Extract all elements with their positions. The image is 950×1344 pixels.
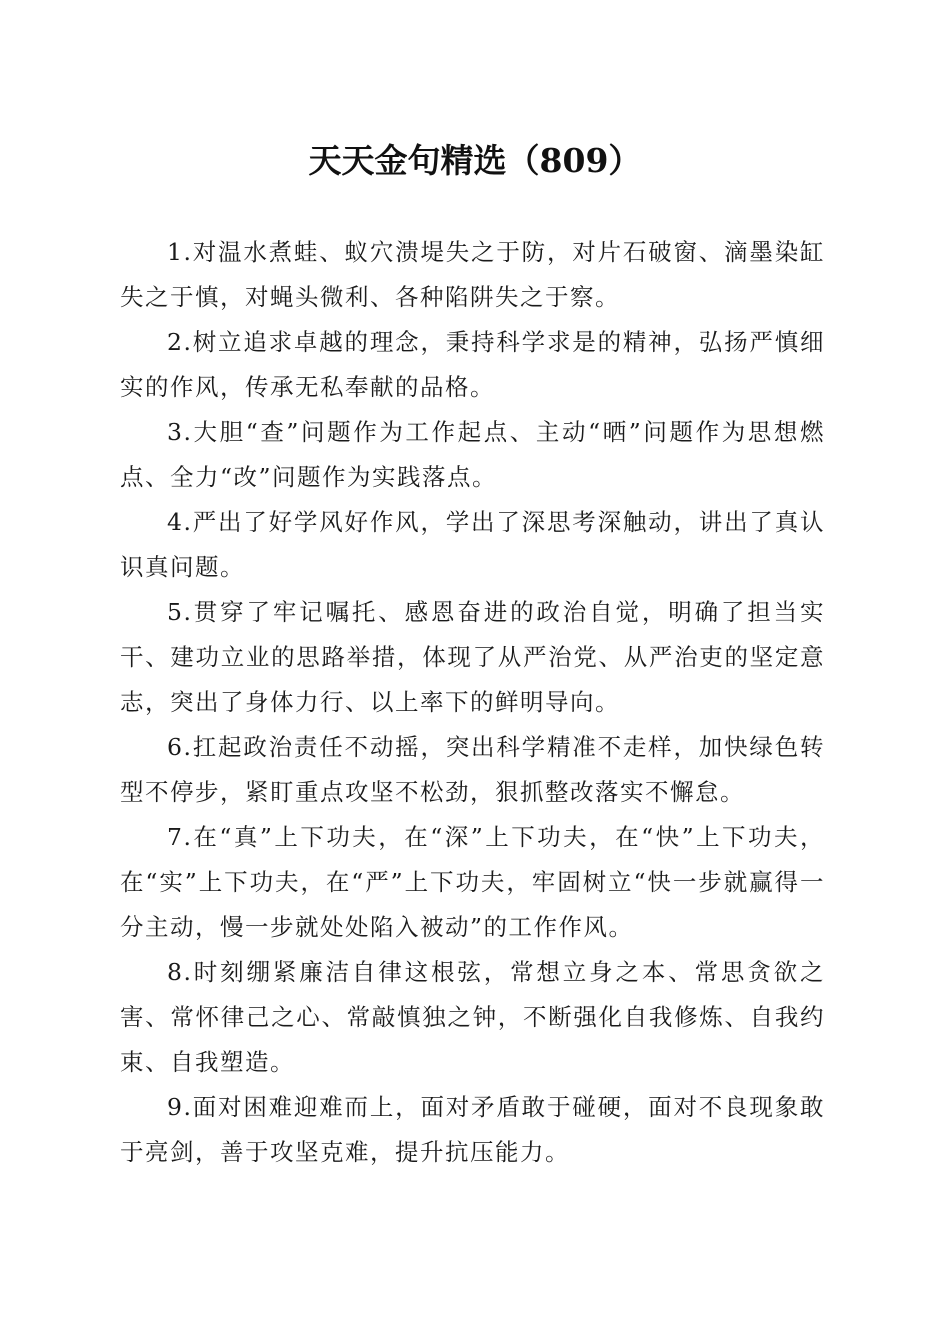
paragraph-2: 2.树立追求卓越的理念，秉持科学求是的精神，弘扬严慎细实的作风，传承无私奉献的品格。 [120, 328, 825, 401]
paragraph-3: 3.大胆“查”问题作为工作起点、主动“晒”问题作为思想燃点、全力“改”问题作为实践落点。 [120, 418, 825, 491]
paragraph-1: 1.对温水煮蛙、蚁穴溃堤失之于防，对片石破窗、滴墨染缸失之于慎，对蝇头微利、各种陷阱失之于察。 [120, 238, 825, 311]
paragraph-8: 8.时刻绷紧廉洁自律这根弦，常想立身之本、常思贪欲之害、常怀律己之心、常敲慎独之钟，不断强化自我修炼、自我约束、自我塑造。 [120, 958, 825, 1076]
paragraph-4: 4.严出了好学风好作风，学出了深思考深触动，讲出了真认识真问题。 [120, 508, 825, 581]
paragraph-5: 5.贯穿了牢记嘱托、感恩奋进的政治自觉，明确了担当实干、建功立业的思路举措，体现了从严治党、从严治吏的坚定意志，突出了身体力行、以上率下的鲜明导向。 [120, 598, 825, 716]
paragraph-6: 6.扛起政治责任不动摇，突出科学精准不走样，加快绿色转型不停步，紧盯重点攻坚不松劲，狠抓整改落实不懈怠。 [120, 733, 825, 806]
paragraph-7: 7.在“真”上下功夫，在“深”上下功夫，在“快”上下功夫，在“实”上下功夫，在“严”上下功夫，牢固树立“快一步就赢得一分主动，慢一步就处处陷入被动”的工作作风。 [120, 823, 825, 941]
paragraph-9: 9.面对困难迎难而上，面对矛盾敢于碰硬，面对不良现象敢于亮剑，善于攻坚克难，提升抗压能力。 [120, 1093, 825, 1166]
document-title: 天天金句精选（809） [308, 141, 642, 180]
document-body [120, 230, 825, 1175]
